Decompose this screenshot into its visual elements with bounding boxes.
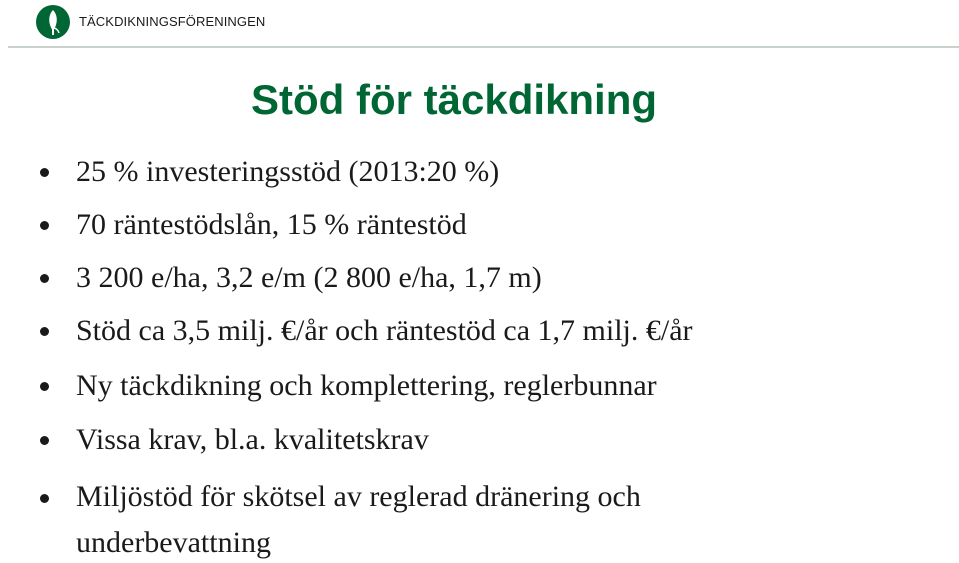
header-divider: [8, 46, 959, 48]
bullet-text: Vissa krav, bl.a. kvalitetskrav: [76, 423, 429, 456]
bullet-text: Miljöstöd för skötsel av reglerad dränering och underbevattning: [76, 480, 641, 559]
bullet-text: 3 200 e/ha, 3,2 e/m (2 800 e/ha, 1,7 m): [76, 261, 542, 294]
bullet-text: 70 räntestödslån, 15 % räntestöd: [76, 208, 467, 241]
bullet-dot-icon: [40, 168, 49, 177]
bullet-dot-icon: [40, 382, 49, 391]
bullet-dot-icon: [40, 221, 49, 230]
organization-name: TÄCKDIKNINGSFÖRENINGEN: [79, 14, 266, 29]
slide-title: Stöd för täckdikning: [251, 76, 658, 123]
bullet-text: 25 % investeringsstöd (2013:20 %): [76, 155, 500, 188]
slide-header: [0, 0, 959, 48]
bullet-dot-icon: [40, 327, 49, 336]
bullet-text: Ny täckdikning och komplettering, reglerbunnar: [76, 369, 657, 402]
bullet-dot-icon: [40, 274, 49, 283]
bullet-dot-icon: [40, 494, 49, 503]
leaf-circle-logo-icon: [35, 4, 71, 40]
bullet-dot-icon: [40, 436, 49, 445]
bullet-text: Stöd ca 3,5 milj. €/år och räntestöd ca 1,7 milj. €/år: [76, 314, 693, 347]
